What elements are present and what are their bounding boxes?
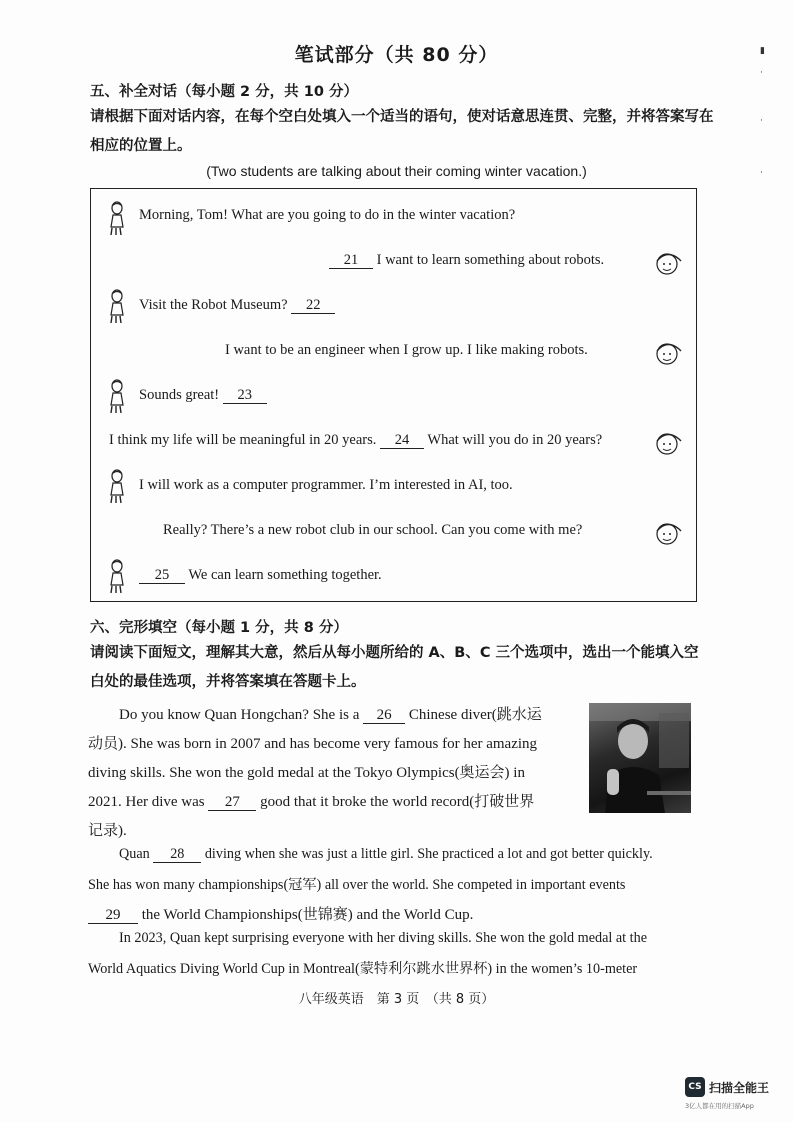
dialog-line: Visit the Robot Museum? 22 xyxy=(139,297,335,314)
scanner-name: 扫描全能王 xyxy=(709,1081,770,1095)
passage-line: In 2023, Quan kept surprising everyone with her diving skills. She won the gold medal at the xyxy=(119,930,647,946)
answer-blank[interactable]: 21 xyxy=(329,253,373,269)
page-title: 笔试部分（共 80 分） xyxy=(294,44,499,66)
girl-speaker-icon xyxy=(107,379,127,415)
girl-speaker-icon xyxy=(107,469,127,505)
dialog-line: Really? There’s a new robot club in our school. Can you come with me? xyxy=(163,522,583,538)
scan-edge-mark: ▮ xyxy=(760,46,765,56)
scanner-tagline: 3亿人都在用的扫描App xyxy=(685,1102,754,1110)
answer-blank[interactable]: 24 xyxy=(380,433,424,449)
dialog-line: I want to be an engineer when I grow up. I like making robots. xyxy=(225,342,588,358)
dialog-scene: (Two students are talking about their coming winter vacation.) xyxy=(206,163,587,179)
boy-speaker-icon xyxy=(653,429,683,457)
dialog-line: I think my life will be meaningful in 20 years. 24 What will you do in 20 years? xyxy=(109,432,603,448)
answer-blank[interactable]: 28 xyxy=(153,847,201,863)
passage-line: Quan 28 diving when she was just a little girl. She practiced a lot and got better quickly. xyxy=(119,846,653,862)
section6-heading: 六、完形填空（每小题 1 分，共 8 分） xyxy=(90,620,348,636)
passage-line: 记录). xyxy=(88,823,127,839)
dialog-box xyxy=(90,188,697,602)
passage-line: World Aquatics Diving World Cup in Montreal(蒙特利尔跳水世界杯) in the women’s 10-meter xyxy=(88,961,638,977)
scanner-logo-icon: CS xyxy=(685,1077,705,1097)
girl-speaker-icon xyxy=(107,201,127,237)
dialog-line: 21 I want to learn something about robots. xyxy=(329,252,604,269)
boy-speaker-icon xyxy=(653,519,683,547)
dialog-line: Morning, Tom! What are you going to do in the winter vacation? xyxy=(139,207,516,223)
scan-edge-mark: · xyxy=(760,168,763,178)
answer-blank[interactable]: 29 xyxy=(88,908,138,924)
section5-instruction: 请根据下面对话内容，在每个空白处填入一个适当的语句，使对话意思连贯、完整，并将答案写在相应的位置上。 xyxy=(90,109,714,154)
dialog-line: 25 We can learn something together. xyxy=(139,567,382,584)
passage-line: 2021. Her dive was 27 good that it broke the world record(打破世界 xyxy=(88,794,535,810)
answer-blank[interactable]: 27 xyxy=(208,795,256,811)
passage-line: 动员). She was born in 2007 and has become very famous for her amazing xyxy=(88,736,538,752)
athlete-photo xyxy=(589,703,691,813)
scanner-watermark xyxy=(685,1077,785,1113)
athlete-photo-image xyxy=(589,703,691,813)
answer-blank[interactable]: 26 xyxy=(363,708,405,724)
scan-edge-mark: · xyxy=(760,68,763,78)
dialog-line: I will work as a computer programmer. I’m interested in AI, too. xyxy=(139,477,513,493)
section5-heading: 五、补全对话（每小题 2 分，共 10 分） xyxy=(90,84,358,100)
answer-blank[interactable]: 22 xyxy=(291,298,335,314)
passage-line: diving skills. She won the gold medal at the Tokyo Olympics(奥运会) in xyxy=(88,765,525,781)
passage-line: 29 the World Championships(世锦赛) and the World Cup. xyxy=(88,903,473,924)
dialog-line: Sounds great! 23 xyxy=(139,387,267,404)
passage-line: Do you know Quan Hongchan? She is a 26 Chinese diver(跳水运 xyxy=(119,707,542,723)
passage-line: She has won many championships(冠军) all over the world. She competed in important events xyxy=(88,877,626,893)
answer-blank[interactable]: 23 xyxy=(223,388,267,404)
girl-speaker-icon xyxy=(107,559,127,595)
boy-speaker-icon xyxy=(653,249,683,277)
boy-speaker-icon xyxy=(653,339,683,367)
scan-edge-mark: · xyxy=(760,116,763,126)
section6-instruction: 请阅读下面短文，理解其大意，然后从每小题所给的 A、B、C 三个选项中，选出一个能填入空白处的最佳选项，并将答案填在答题卡上。 xyxy=(90,645,699,690)
page-footer: 八年级英语 第 3 页 （共 8 页） xyxy=(298,992,495,1007)
girl-speaker-icon xyxy=(107,289,127,325)
answer-blank[interactable]: 25 xyxy=(139,568,185,584)
